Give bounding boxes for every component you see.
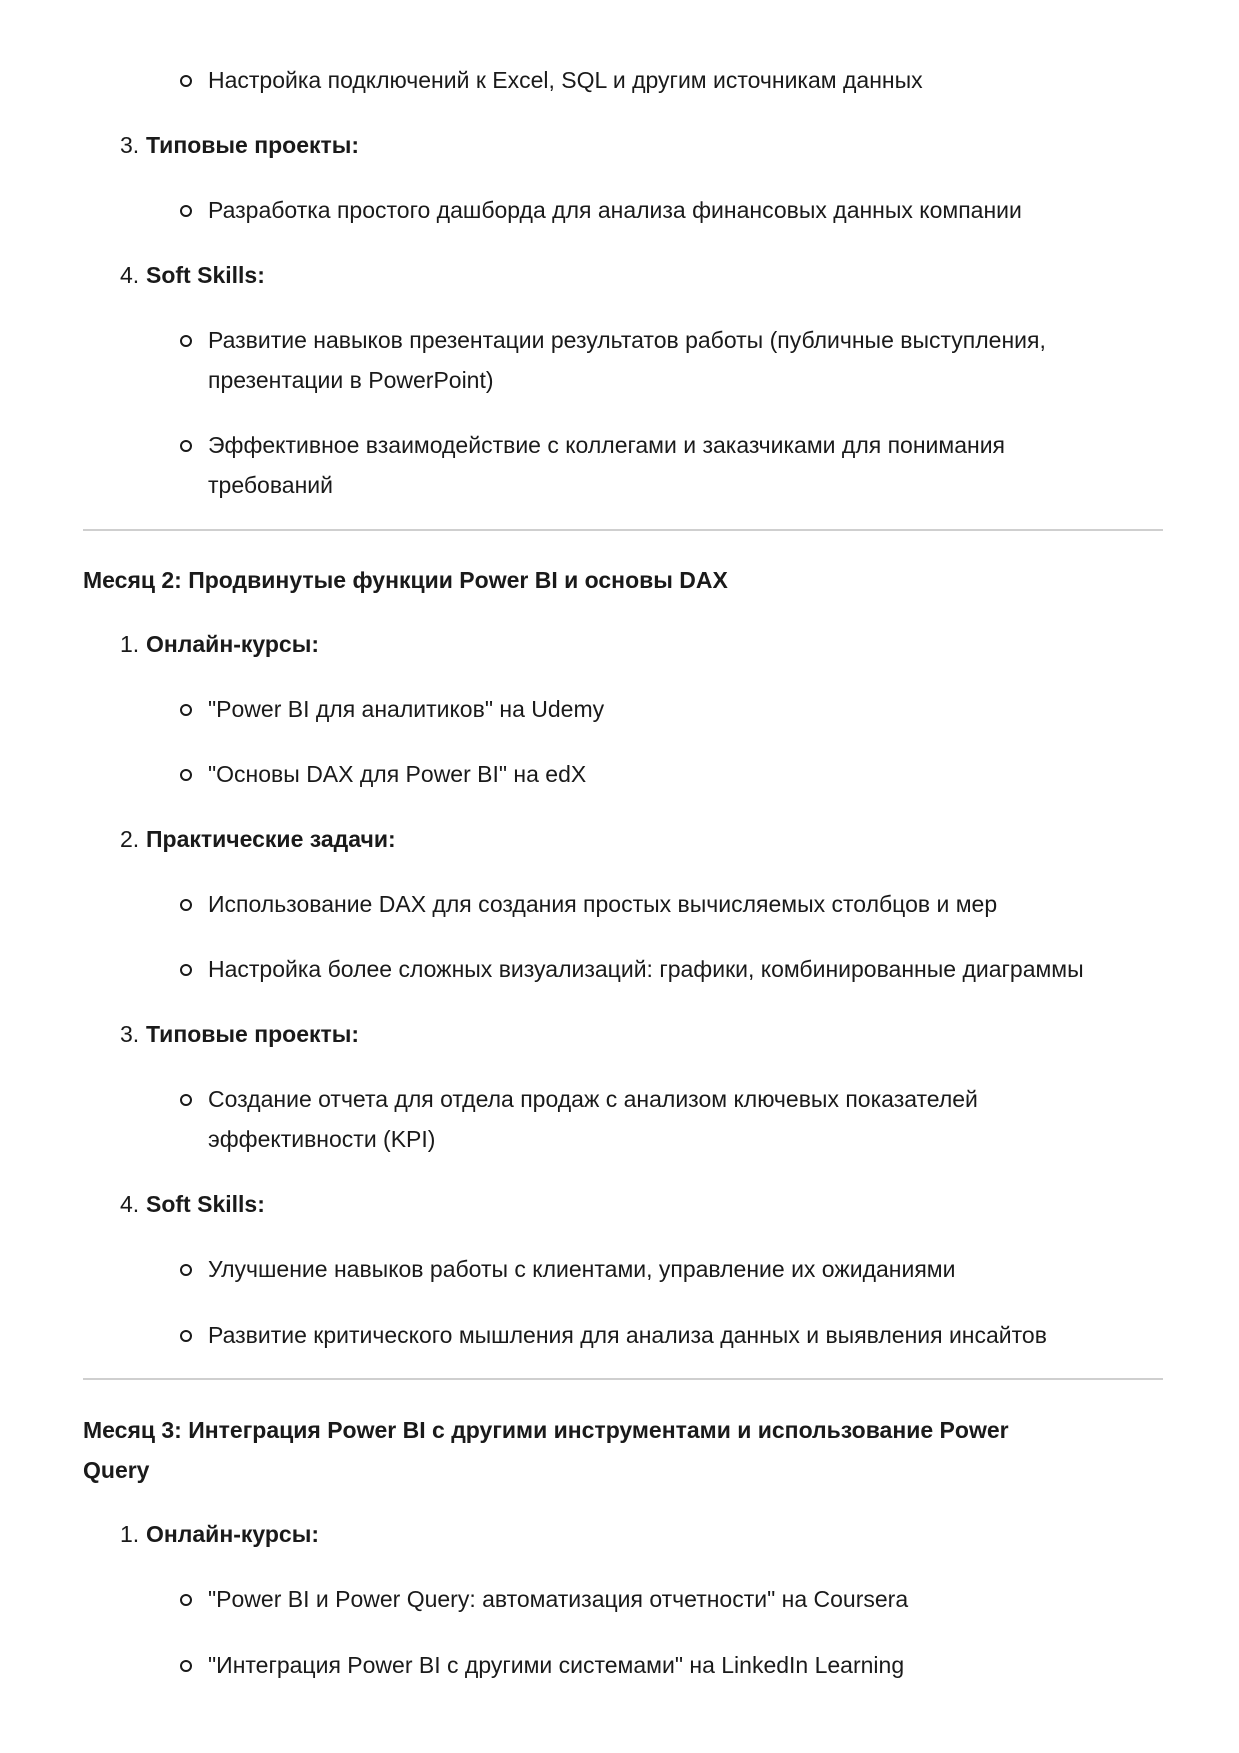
list-number: 1. [120,1521,140,1547]
list-bullet [180,1594,192,1606]
list-heading: Практические задачи: [146,826,396,852]
list-bullet [180,1264,192,1276]
list-item: Использование DAX для создания простых вычисляемых столбцов и мер [208,891,998,917]
section-heading-month3: Месяц 3: Интеграция Power BI с другими инструментами и использование Power [83,1417,1009,1443]
list-bullet [180,964,192,976]
list-item: "Интеграция Power BI с другими системами" на LinkedIn Learning [208,1652,905,1678]
list-bullet [180,75,192,87]
list-number: 1. [120,631,140,657]
section-heading-month2: Месяц 2: Продвинутые функции Power BI и основы DAX [83,567,728,593]
list-item: Разработка простого дашборда для анализа финансовых данных компании [208,197,1022,223]
list-item-continuation: презентации в PowerPoint) [208,367,494,393]
list-heading: Soft Skills: [146,262,265,288]
section-heading-month3-continuation: Query [83,1457,150,1483]
list-item: Создание отчета для отдела продаж с анализом ключевых показателей [208,1086,978,1112]
list-item: "Power BI и Power Query: автоматизация отчетности" на Coursera [208,1586,909,1612]
list-heading: Онлайн-курсы: [146,1521,320,1547]
section-divider [83,529,1163,531]
section-divider [83,1378,1163,1380]
list-bullet [180,769,192,781]
list-heading: Типовые проекты: [146,132,360,158]
list-number: 4. [120,262,140,288]
list-item: Развитие навыков презентации результатов работы (публичные выступления, [208,327,1046,353]
list-heading: Онлайн-курсы: [146,631,320,657]
list-bullet [180,335,192,347]
list-item: Развитие критического мышления для анализа данных и выявления инсайтов [208,1322,1047,1348]
list-number: 3. [120,132,140,158]
list-number: 2. [120,826,140,852]
list-item-continuation: требований [208,472,333,498]
list-heading: Soft Skills: [146,1191,265,1217]
list-item: Эффективное взаимодействие с коллегами и заказчиками для понимания [208,432,1005,458]
list-item: "Основы DAX для Power BI" на edX [208,761,587,787]
list-item: "Power BI для аналитиков" на Udemy [208,696,605,722]
list-heading: Типовые проекты: [146,1021,360,1047]
list-bullet [180,1330,192,1342]
list-item: Настройка подключений к Excel, SQL и другим источникам данных [208,67,923,93]
list-bullet [180,205,192,217]
list-bullet [180,1660,192,1672]
list-item: Улучшение навыков работы с клиентами, управление их ожиданиями [208,1256,956,1282]
list-bullet [180,1094,192,1106]
list-item-continuation: эффективности (KPI) [208,1126,436,1152]
list-bullet [180,899,192,911]
list-bullet [180,440,192,452]
list-item: Настройка более сложных визуализаций: графики, комбинированные диаграммы [208,956,1084,982]
list-number: 4. [120,1191,140,1217]
list-number: 3. [120,1021,140,1047]
list-bullet [180,704,192,716]
